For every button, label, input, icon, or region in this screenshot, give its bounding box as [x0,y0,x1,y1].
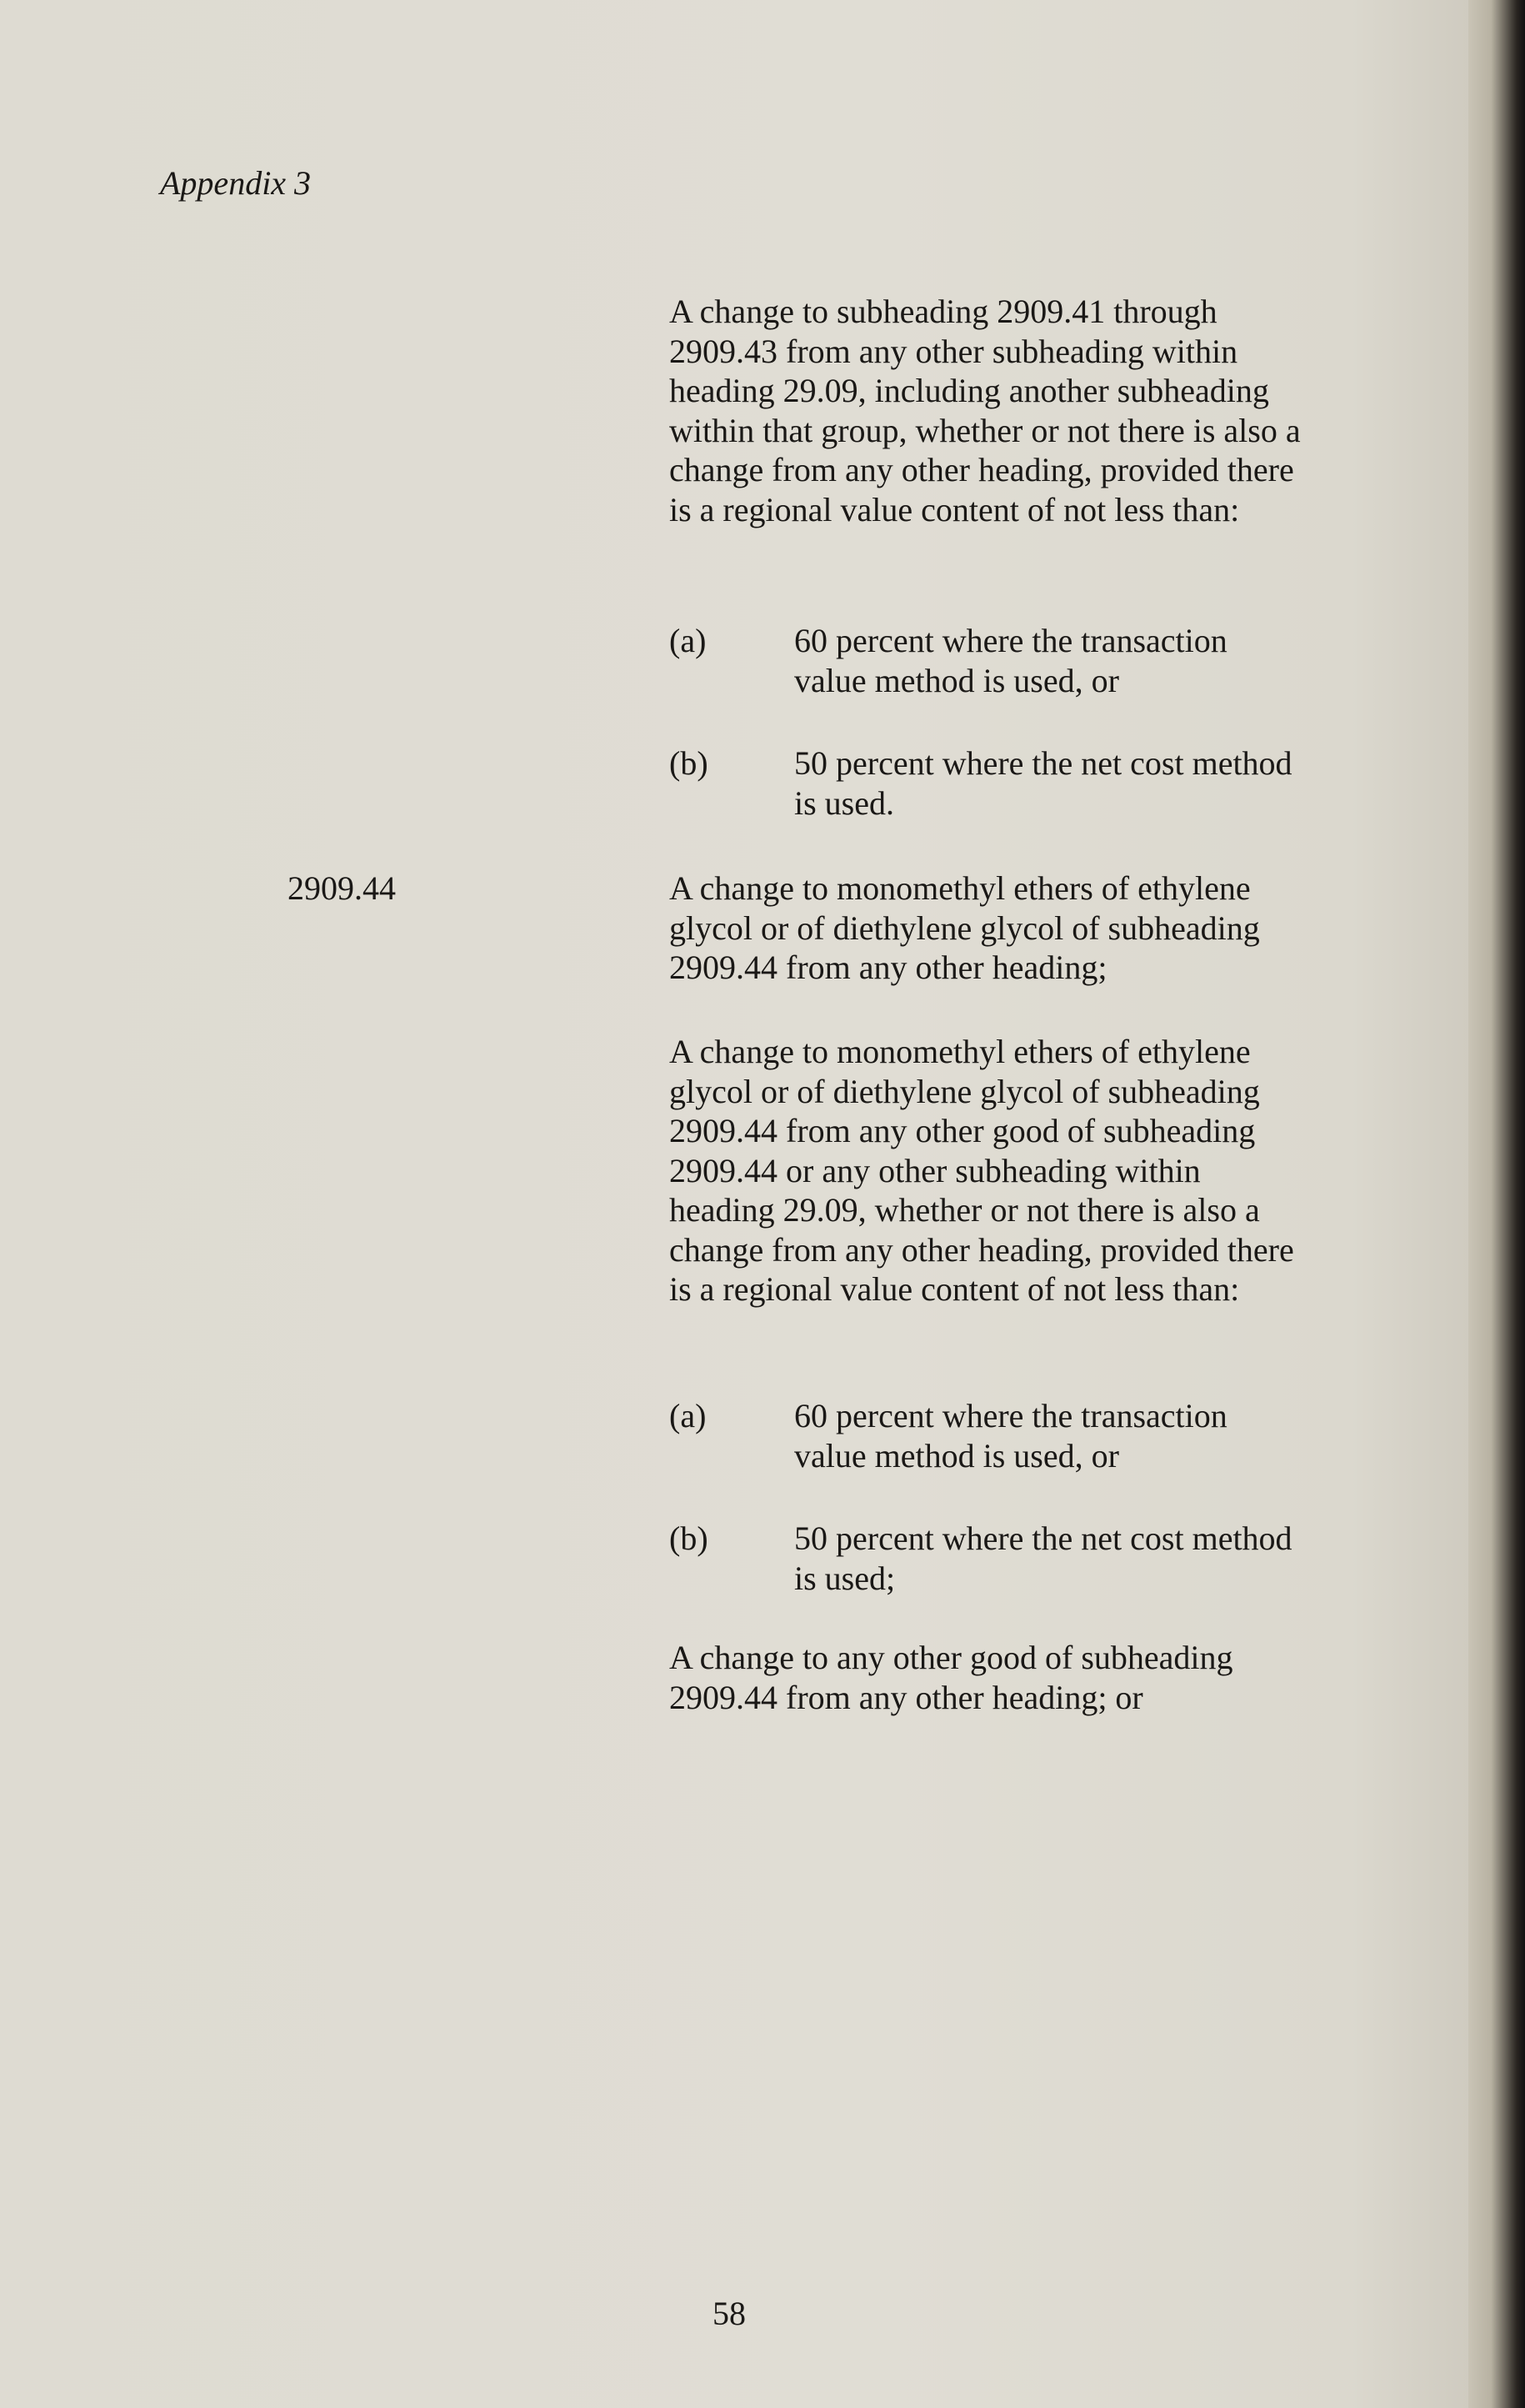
page-number: 58 [712,2295,746,2332]
rule-text: A change to subheading 2909.41 through 2909.43 from any other subheading within heading 29.09, including another subheading within that group, whether or not there is also a change from any other heading, provided there is a regional value content of not less than: [669,293,1301,528]
rule-text: A change to monomethyl ethers of ethylene glycol or of diethylene glycol of subheading 2909.44 from any other good of subheading 2909.44 or any other subheading within heading 29.09, whether or not there is also a change from any other heading, provided there is a regional value content of not less than: [669,1033,1294,1308]
item-label: (a) [669,1397,707,1434]
item-text: 60 percent where the transaction value method is used, or [794,1397,1228,1474]
item-text: 60 percent where the transaction value method is used, or [794,622,1228,699]
subheading-code: 2909.44 [288,869,396,907]
item-label: (b) [669,1519,708,1557]
running-head: Appendix 3 [160,164,312,202]
item-text: 50 percent where the net cost method is used; [794,1519,1292,1597]
item-label: (b) [669,744,708,782]
book-binding-edge [1468,0,1525,2408]
rule-text: A change to any other good of subheading 2909.44 from any other heading; or [669,1639,1233,1716]
item-label: (a) [669,622,707,659]
item-text: 50 percent where the net cost method is used. [794,744,1292,822]
rule-text: A change to monomethyl ethers of ethylene glycol or of diethylene glycol of subheading 2909.44 from any other heading; [669,869,1260,986]
